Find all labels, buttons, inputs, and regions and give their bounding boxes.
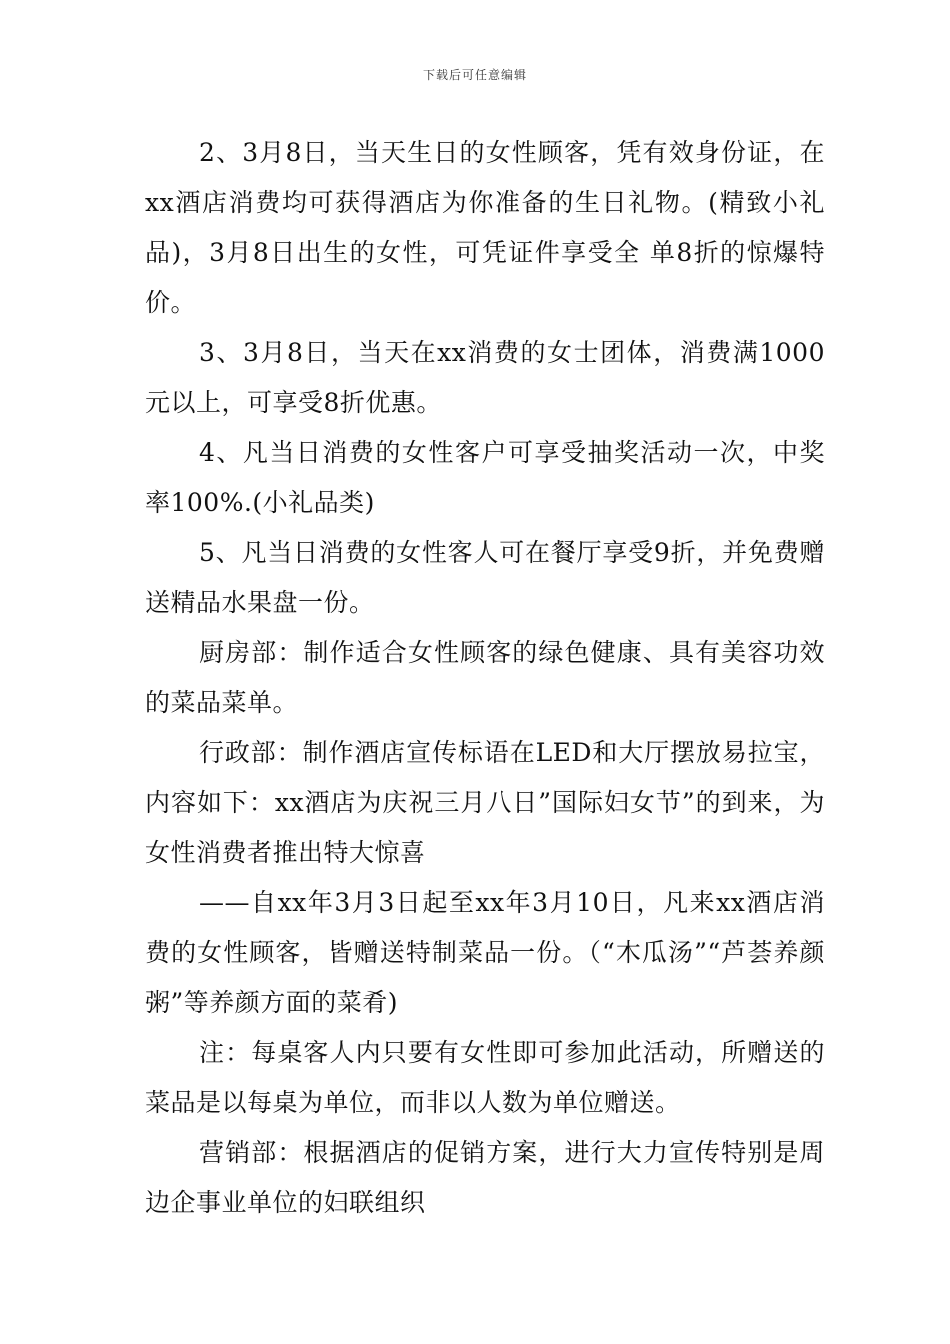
paragraph-group-discount: 3、3月8日，当天在xx消费的女士团体，消费满1000元以上，可享受8折优惠。 [145, 338, 825, 417]
page-header-note: 下载后可任意编辑 [422, 68, 527, 82]
paragraph-lottery: 4、凡当日消费的女性客户可享受抽奖活动一次，中奖率100%.(小礼品类) [145, 438, 825, 517]
paragraph-special-dish: ——自xx年3月3日起至xx年3月10日，凡来xx酒店消费的女性顾客，皆赠送特制菜品一份。（“木瓜汤”“芦荟养颜粥”等养颜方面的菜肴) [145, 888, 825, 1017]
paragraph-restaurant-discount: 5、凡当日消费的女性客人可在餐厅享受9折，并免费赠送精品水果盘一份。 [145, 538, 825, 617]
paragraph-note: 注：每桌客人内只要有女性即可参加此活动，所赠送的菜品是以每桌为单位，而非以人数为单位赠送。 [145, 1038, 825, 1117]
paragraph-marketing-dept: 营销部：根据酒店的促销方案，进行大力宣传特别是周边企事业单位的妇联组织 [145, 1138, 825, 1217]
document-body [145, 128, 825, 1228]
paragraph-admin-dept: 行政部：制作酒店宣传标语在LED和大厅摆放易拉宝，内容如下：xx酒店为庆祝三月八日”国际妇女节”的到来，为女性消费者推出特大惊喜 [145, 738, 825, 867]
paragraph-birthday-gift: 2、3月8日，当天生日的女性顾客，凭有效身份证，在xx酒店消费均可获得酒店为你准备的生日礼物。(精致小礼品)，3月8日出生的女性，可凭证件享受全 单8折的惊爆特价。 [145, 138, 825, 317]
paragraph-kitchen-dept: 厨房部：制作适合女性顾客的绿色健康、具有美容功效的菜品菜单。 [145, 638, 825, 717]
